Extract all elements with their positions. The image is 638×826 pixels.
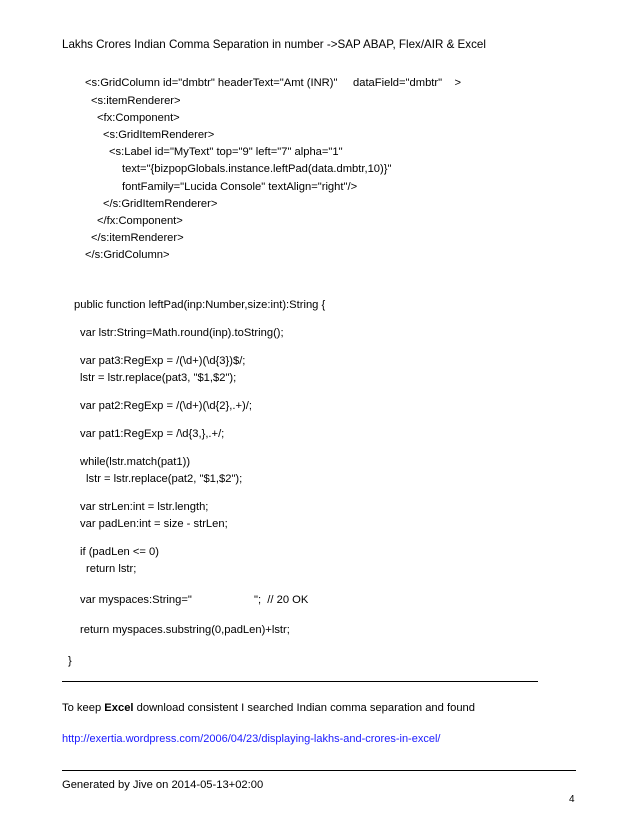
code-line: var pat3:RegExp = /(\d+)(\d{3})$/;	[80, 355, 246, 367]
code-line: text="{bizpopGlobals.instance.leftPad(data.dmbtr,10)}"	[122, 163, 392, 175]
section-divider	[62, 681, 538, 682]
code-line: while(lstr.match(pat1))	[80, 456, 191, 468]
body-paragraph	[62, 702, 475, 714]
code-line: return myspaces.substring(0,padLen)+lstr;	[80, 624, 290, 636]
code-line: fontFamily="Lucida Console" textAlign="right"/>	[122, 181, 358, 193]
code-line: </fx:Component>	[97, 215, 183, 227]
code-line: public function leftPad(inp:Number,size:int):String {	[74, 299, 326, 311]
code-line: <fx:Component>	[97, 112, 180, 124]
code-line: lstr = lstr.replace(pat2, "$1,$2");	[86, 473, 243, 485]
footer-generated: Generated by Jive on 2014-05-13+02:00	[62, 779, 264, 791]
code-line: var strLen:int = lstr.length;	[80, 501, 209, 513]
code-line: <s:Label id="MyText" top="9" left="7" alpha="1"	[109, 146, 343, 158]
page-header-title: Lakhs Crores Indian Comma Separation in number ->SAP ABAP, Flex/AIR & Excel	[62, 38, 486, 51]
code-line: </s:GridItemRenderer>	[103, 198, 218, 210]
code-line: var padLen:int = size - strLen;	[80, 518, 228, 530]
code-line: var lstr:String=Math.round(inp).toString();	[80, 327, 284, 339]
paragraph-bold-excel: Excel	[104, 702, 134, 714]
paragraph-suffix: download consistent I searched Indian comma separation and found	[133, 702, 475, 714]
code-line: <s:GridColumn id="dmbtr" headerText="Amt (INR)" dataField="dmbtr" >	[85, 77, 462, 89]
code-line: var myspaces:String=" "; // 20 OK	[80, 594, 309, 606]
code-line: var pat1:RegExp = /\d{3,},.+/;	[80, 428, 225, 440]
code-line: </s:itemRenderer>	[91, 232, 184, 244]
code-line: }	[68, 655, 72, 667]
code-line: <s:GridItemRenderer>	[103, 129, 215, 141]
code-line: var pat2:RegExp = /(\d+)(\d{2},.+)/;	[80, 400, 252, 412]
footer-divider	[62, 770, 576, 771]
code-line: if (padLen <= 0)	[80, 546, 159, 558]
code-line: lstr = lstr.replace(pat3, "$1,$2");	[80, 372, 237, 384]
code-line: <s:itemRenderer>	[91, 95, 181, 107]
page-number: 4	[569, 794, 575, 805]
code-line: return lstr;	[86, 563, 137, 575]
paragraph-prefix: To keep	[62, 702, 105, 714]
reference-link[interactable]: http://exertia.wordpress.com/2006/04/23/displaying-lakhs-and-crores-in-excel/	[62, 733, 441, 745]
code-line: </s:GridColumn>	[85, 249, 170, 261]
